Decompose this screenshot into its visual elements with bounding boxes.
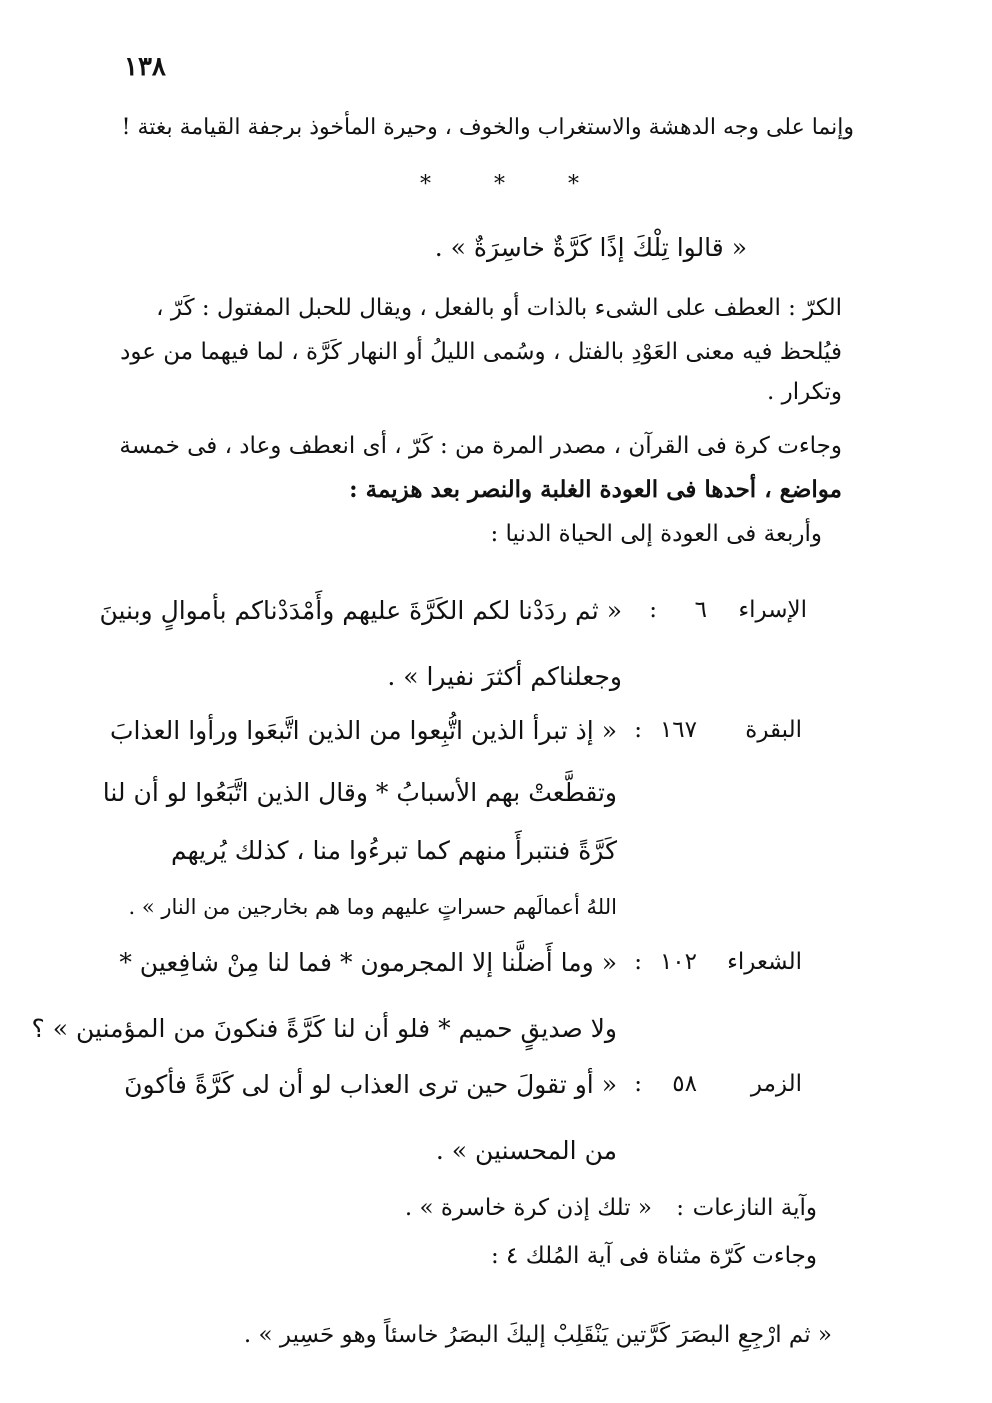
dual-usage-line: وجاءت كَرّة مثناة فى آية المُلك ٤ : (490, 1243, 817, 1269)
intro-line: وإنما على وجه الدهشة والاستغراب والخوف ، وحيرة المأخوذ برجفة القيامة بغتة ! (121, 115, 854, 140)
citation-colon: : (634, 1071, 642, 1097)
citation-surah: الشعراء (727, 949, 802, 975)
citation-ayah-line: وجعلناكم أكثرَ نفيرا » . (387, 662, 622, 691)
citation-ayah-line: وتقطَّعتْ بهم الأسبابُ * وقال الذين اتَّبَعُوا لو أن لنا (102, 778, 617, 807)
citation-surah: الزمر (750, 1071, 802, 1097)
citation-ayah-line: « إذ تبرأ الذين اتُّبِعوا من الذين اتَّبعَوا ورأوا العذابَ (110, 716, 617, 745)
citation-ayah-line: ولا صديقٍ حميم * فلو أن لنا كَرَّةً فنكونَ من المؤمنين » ؟ (31, 1014, 617, 1043)
citation-ayah-line: « ثم ردَدْنا لكم الكَرَّةَ عليهم وأَمْدَدْناكم بأموالٍ وبنينَ (99, 596, 622, 625)
verse-heading: « قالوا تِلْكَ إذًا كَرَّةٌ خاسِرَةٌ » . (434, 233, 747, 262)
citation-ayah-number: ٥٨ (672, 1071, 697, 1097)
definition-line: الكرّ : العطف على الشىء بالذات أو بالفعل ، ويقال للحبل المفتول : كَرّ ، (156, 295, 842, 321)
usage-line: وأربعة فى العودة إلى الحياة الدنيا : (490, 521, 822, 547)
naziat-label: وآية النازعات (692, 1195, 817, 1221)
citation-colon: : (634, 717, 642, 743)
naziat-colon: : (676, 1195, 684, 1221)
citation-colon: : (649, 597, 657, 623)
definition-line: فيُلحظ فيه معنى العَوْدِ بالفتل ، وسُمى الليلُ أو النهار كَرَّة ، لما فيهما من عود (120, 339, 842, 365)
usage-line: وجاءت كرة فى القرآن ، مصدر المرة من : كَرّ ، أى انعطف وعاد ، فى خمسة (119, 433, 842, 459)
final-verse: « ثم ارْجِعِ البصَرَ كَرَّتين يَنْقَلِبْ إليكَ البصَرُ خاسئاً وهو حَسِير » . (243, 1322, 832, 1348)
citation-ayah-line: « أو تقولَ حين ترى العذاب لو أن لى كَرَّةً فأكونَ (124, 1070, 617, 1099)
citation-colon: : (634, 949, 642, 975)
citation-ayah-line: اللهُ أعمالَهم حسراتٍ عليهم وما هم بخارجين من النار » . (128, 895, 617, 919)
usage-line: مواضع ، أحدها فى العودة الغلبة والنصر بعد هزيمة : (349, 476, 842, 503)
naziat-text: « تلك إذن كرة خاسرة » . (404, 1195, 652, 1221)
citation-surah: الإسراء (738, 597, 807, 623)
citation-ayah-number: ١٠٢ (659, 949, 697, 975)
definition-line: وتكرار . (766, 379, 842, 405)
citation-ayah-line: من المحسنين » . (435, 1136, 617, 1165)
citation-ayah-line: « وما أَضلَّنا إلا المجرمون * فما لنا مِنْ شافِعين * (119, 948, 617, 977)
section-separator: * * * (420, 172, 607, 197)
citation-ayah-number: ١٦٧ (659, 717, 697, 743)
citation-ayah-line: كَرَّةً فنتبرأَ منهم كما تبرءُوا منا ، كذلك يُريهم (170, 836, 617, 865)
citation-ayah-number: ٦ (694, 597, 707, 623)
citation-surah: البقرة (745, 717, 802, 743)
page-number: ١٣٨ (124, 52, 166, 82)
